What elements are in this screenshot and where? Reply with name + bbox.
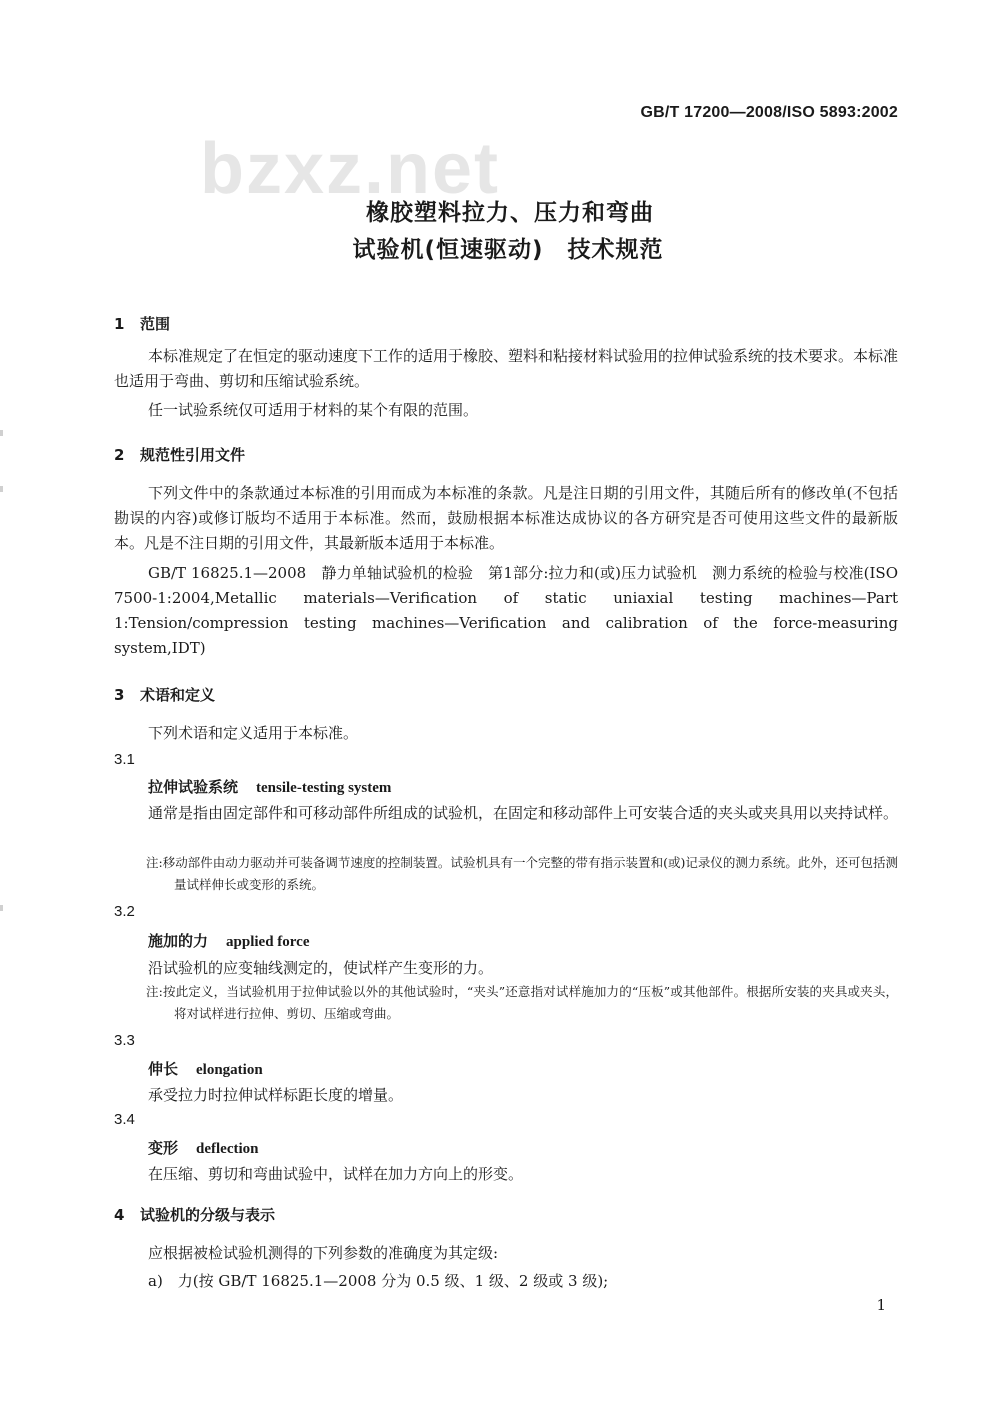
term-number-3-1: 3.1: [114, 751, 135, 768]
term-3-2-definition: 沿试验机的应变轴线测定的，使试样产生变形的力。: [148, 959, 494, 977]
scan-margin-mark: [0, 486, 3, 492]
section-heading-2: [114, 444, 245, 465]
section-number: 2: [114, 446, 125, 464]
section-title: 术语和定义: [140, 686, 216, 704]
term-zh: 拉伸试验系统: [148, 778, 239, 796]
section-number: 4: [114, 1206, 125, 1224]
standard-code: GB/T 17200—2008/ISO 5893:2002: [640, 104, 898, 121]
section-4-item-a: a) 力(按 GB/T 16825.1—2008 分为 0.5 级、1 级、2 级或 3 级);: [148, 1272, 609, 1290]
watermark: bzxz.net: [200, 129, 501, 209]
term-3-1-definition: 通常是指由固定部件和可移动部件所组成的试验机，在固定和移动部件上可安装合适的夹头或夹具用以夹持试样。: [148, 804, 899, 822]
term-number-3-4: 3.4: [114, 1111, 135, 1128]
section-2-reference: GB/T 16825.1—2008 静力单轴试验机的检验 第1部分:拉力和(或)压力试验机 测力系统的检验与校准(ISO 7500-1:2004,Metallic materials—Verification of static uniaxial testing machines—Part 1:Tension/compression testing machines—Verification and calibration of the force-measuring system,IDT): [114, 564, 898, 657]
document-title-line1: 橡胶塑料拉力、压力和弯曲: [366, 200, 654, 226]
term-3-1-note: 注:移动部件由动力驱动并可装备调节速度的控制装置。试验机具有一个完整的带有指示装置和(或)记录仪的测力系统。此外，还可包括测量试样伸长或变形的系统。: [146, 855, 898, 892]
term-number-3-2: 3.2: [114, 903, 135, 920]
section-heading-3: [114, 684, 215, 705]
section-heading-1: [114, 313, 170, 334]
term-zh: 伸长: [148, 1060, 179, 1078]
scan-margin-mark: [0, 430, 3, 436]
section-4-intro: 应根据被检试验机测得的下列参数的准确度为其定级:: [148, 1244, 499, 1262]
term-zh: 变形: [148, 1139, 179, 1157]
section-3-intro: 下列术语和定义适用于本标准。: [148, 724, 359, 742]
term-3-1: [148, 776, 391, 797]
term-3-2: [148, 930, 309, 951]
section-title: 范围: [140, 315, 171, 333]
term-en: elongation: [196, 1062, 263, 1078]
term-zh: 施加的力: [148, 932, 209, 950]
term-3-4-definition: 在压缩、剪切和弯曲试验中，试样在加力方向上的形变。: [148, 1165, 524, 1183]
term-number-3-3: 3.3: [114, 1032, 135, 1049]
page-number: 1: [876, 1296, 886, 1314]
section-title: 试验机的分级与表示: [140, 1206, 276, 1224]
term-3-3: [148, 1058, 263, 1079]
section-number: 3: [114, 686, 125, 704]
section-title: 规范性引用文件: [140, 446, 246, 464]
term-3-2-note: 注:按此定义，当试验机用于拉伸试验以外的其他试验时，“夹头”还意指对试样施加力的“压板”或其他部件。根据所安装的夹具或夹头，将对试样进行拉伸、剪切、压缩或弯曲。: [146, 984, 898, 1021]
scan-margin-mark: [0, 905, 3, 911]
section-heading-4: [114, 1204, 275, 1225]
term-en: applied force: [226, 934, 310, 950]
section-number: 1: [114, 315, 125, 333]
section-1-paragraph-2: 任一试验系统仅可适用于材料的某个有限的范围。: [148, 401, 479, 419]
term-3-4: [148, 1137, 259, 1158]
section-1-paragraph-1: 本标准规定了在恒定的驱动速度下工作的适用于橡胶、塑料和粘接材料试验用的拉伸试验系统的技术要求。本标准也适用于弯曲、剪切和压缩试验系统。: [114, 347, 899, 390]
document-title-line2: 试验机(恒速驱动) 技术规范: [352, 237, 664, 263]
term-3-3-definition: 承受拉力时拉伸试样标距长度的增量。: [148, 1086, 404, 1104]
term-en: deflection: [196, 1141, 259, 1157]
term-en: tensile-testing system: [256, 780, 392, 796]
section-2-paragraph-1: 下列文件中的条款通过本标准的引用而成为本标准的条款。凡是注日期的引用文件，其随后所有的修改单(不包括勘误的内容)或修订版均不适用于本标准。然而，鼓励根据本标准达成协议的各方研究是否可使用这些文件的最新版本。凡是不注日期的引用文件，其最新版本适用于本标准。: [114, 484, 898, 552]
